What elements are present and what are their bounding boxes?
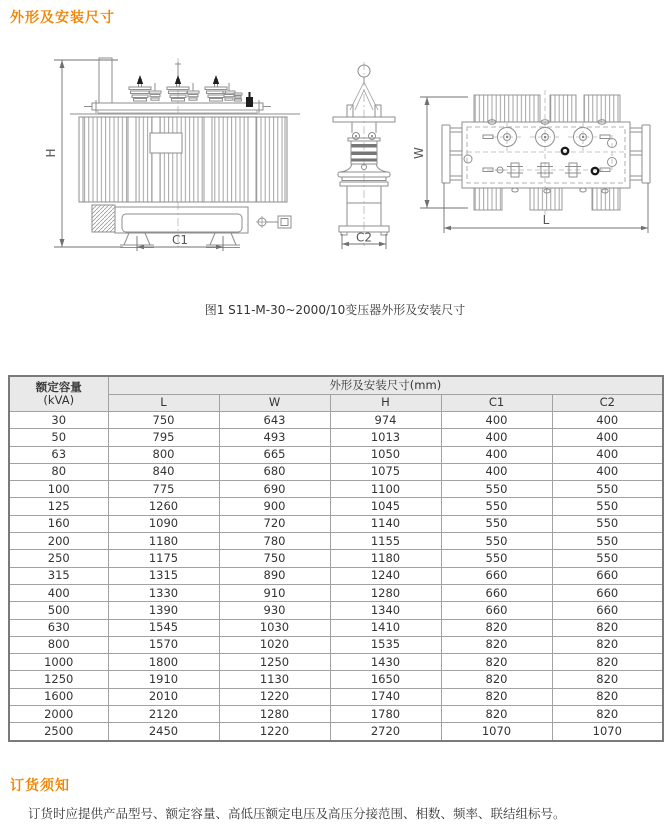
dimension-cell: 820 — [441, 636, 552, 653]
dimension-cell: 820 — [552, 619, 663, 636]
dimension-cell: 550 — [552, 481, 663, 498]
dimension-cell: 550 — [552, 550, 663, 567]
dimension-cell: 1430 — [330, 654, 441, 671]
dimension-cell: 820 — [441, 654, 552, 671]
capacity-cell: 315 — [9, 567, 108, 584]
dimension-cell: 550 — [441, 550, 552, 567]
dimension-cell: 820 — [441, 688, 552, 705]
table-row — [9, 533, 663, 550]
dimension-cell: 820 — [552, 706, 663, 723]
base-assembly — [92, 205, 291, 248]
dimension-cell: 643 — [219, 412, 330, 429]
dimension-cell: 550 — [552, 498, 663, 515]
capacity-cell: 630 — [9, 619, 108, 636]
capacity-column-header — [9, 376, 108, 412]
dimension-cell: 820 — [441, 619, 552, 636]
capacity-cell: 100 — [9, 481, 108, 498]
dimension-cell: 1390 — [108, 602, 219, 619]
dimension-cell: 1315 — [108, 567, 219, 584]
dimension-cell: 690 — [219, 481, 330, 498]
dimension-cell: 400 — [552, 412, 663, 429]
dimension-cell: 780 — [219, 533, 330, 550]
capacity-cell: 1600 — [9, 688, 108, 705]
dimension-cell: 550 — [441, 498, 552, 515]
capacity-cell: 500 — [9, 602, 108, 619]
dimension-cell: 1180 — [108, 533, 219, 550]
capacity-cell: 2000 — [9, 706, 108, 723]
capacity-cell: 30 — [9, 412, 108, 429]
dimension-cell: 1330 — [108, 584, 219, 601]
dim-label-W: W — [412, 147, 426, 159]
dimension-cell: 1100 — [330, 481, 441, 498]
table-row — [9, 515, 663, 532]
dimension-table — [8, 375, 664, 742]
dimension-cell: 400 — [441, 446, 552, 463]
dim-label-C2: C2 — [355, 230, 373, 245]
dimension-cell: 660 — [552, 602, 663, 619]
right-skid-rail — [630, 125, 650, 183]
plan-view — [412, 90, 650, 233]
dimension-cell: 820 — [552, 688, 663, 705]
table-row — [9, 602, 663, 619]
table-row — [9, 412, 663, 429]
table-row — [9, 429, 663, 446]
dimension-cell: 800 — [108, 446, 219, 463]
column-header-C1: C1 — [441, 394, 552, 412]
table-row — [9, 567, 663, 584]
dimension-cell: 550 — [552, 515, 663, 532]
dim-label-L: L — [542, 213, 550, 227]
capacity-cell: 63 — [9, 446, 108, 463]
left-skid-rail — [442, 125, 462, 183]
dimension-cell: 1155 — [330, 533, 441, 550]
dimension-cell: 1280 — [330, 584, 441, 601]
dimension-cell: 974 — [330, 412, 441, 429]
capacity-cell: 800 — [9, 636, 108, 653]
dimension-cell: 820 — [552, 636, 663, 653]
dimension-cell: 550 — [441, 481, 552, 498]
dimension-cell: 1780 — [330, 706, 441, 723]
dimension-cell: 1340 — [330, 602, 441, 619]
front-view — [44, 58, 300, 251]
dimension-cell: 660 — [552, 567, 663, 584]
dimensions-group-header: 外形及安装尺寸(mm) — [108, 376, 663, 394]
dimension-cell: 1070 — [441, 723, 552, 741]
dimension-cell: 2120 — [108, 706, 219, 723]
dim-label-H: H — [44, 148, 58, 158]
dimension-cell: 1280 — [219, 706, 330, 723]
notice-title: 订货须知 — [10, 778, 70, 794]
dimension-cell: 840 — [108, 463, 219, 480]
dimension-cell: 820 — [552, 671, 663, 688]
dimension-cell: 1240 — [330, 567, 441, 584]
dimension-cell: 820 — [441, 706, 552, 723]
table-row — [9, 636, 663, 653]
capacity-cell: 160 — [9, 515, 108, 532]
dimension-cell: 493 — [219, 429, 330, 446]
table-row — [9, 688, 663, 705]
dimension-cell: 750 — [108, 412, 219, 429]
hv-bushing-left — [129, 75, 161, 101]
dimension-cell: 1075 — [330, 463, 441, 480]
dimension-cell: 1140 — [330, 515, 441, 532]
dimension-cell: 1910 — [108, 671, 219, 688]
dimension-cell: 550 — [441, 533, 552, 550]
figure-caption: 图1 S11-M-30~2000/10变压器外形及安装尺寸 — [204, 303, 466, 317]
dimension-cell: 1030 — [219, 619, 330, 636]
page-title: 外形及安装尺寸 — [10, 10, 115, 26]
table-subheader-row — [9, 394, 663, 412]
dimension-cell: 1050 — [330, 446, 441, 463]
dimension-cell: 1535 — [330, 636, 441, 653]
marker-ring — [562, 148, 568, 154]
dimension-cell: 1220 — [219, 688, 330, 705]
dimension-cell: 820 — [441, 671, 552, 688]
dimension-cell: 930 — [219, 602, 330, 619]
dimension-table-body — [9, 412, 663, 741]
capacity-cell: 2500 — [9, 723, 108, 741]
hv-bushing-right — [205, 75, 242, 101]
dimension-cell: 1545 — [108, 619, 219, 636]
side-view — [333, 62, 395, 249]
table-row — [9, 481, 663, 498]
dimension-cell: 400 — [441, 412, 552, 429]
column-header-C2: C2 — [552, 394, 663, 412]
dimension-cell: 550 — [552, 533, 663, 550]
nameplate — [150, 133, 182, 153]
dimension-cell: 1013 — [330, 429, 441, 446]
table-row — [9, 723, 663, 741]
dimension-cell: 660 — [441, 567, 552, 584]
capacity-cell: 250 — [9, 550, 108, 567]
dimension-cell: 1045 — [330, 498, 441, 515]
table-row — [9, 463, 663, 480]
dimension-cell: 1410 — [330, 619, 441, 636]
dimension-cell: 2720 — [330, 723, 441, 741]
dimension-cell: 2450 — [108, 723, 219, 741]
dimension-cell: 1570 — [108, 636, 219, 653]
table-row — [9, 654, 663, 671]
dimension-cell: 1260 — [108, 498, 219, 515]
dimension-cell: 660 — [441, 584, 552, 601]
dimension-cell: 1020 — [219, 636, 330, 653]
dimension-cell: 890 — [219, 567, 330, 584]
dimension-cell: 775 — [108, 481, 219, 498]
table-row — [9, 706, 663, 723]
dimension-cell: 900 — [219, 498, 330, 515]
oil-plug — [246, 97, 253, 107]
dimension-cell: 1220 — [219, 723, 330, 741]
table-row — [9, 550, 663, 567]
dimension-cell: 400 — [441, 463, 552, 480]
hv-bushing-middle — [167, 62, 199, 101]
capacity-cell: 200 — [9, 533, 108, 550]
capacity-cell: 1250 — [9, 671, 108, 688]
bushing-circles-top — [492, 123, 598, 151]
dimension-cell: 720 — [219, 515, 330, 532]
table-group-header-row — [9, 376, 663, 394]
dimension-cell: 1250 — [219, 654, 330, 671]
corrugated-tank-wall — [79, 117, 287, 202]
dimension-cell: 665 — [219, 446, 330, 463]
dimension-cell: 1090 — [108, 515, 219, 532]
table-row — [9, 446, 663, 463]
dimension-cell: 400 — [441, 429, 552, 446]
dimension-cell: 1740 — [330, 688, 441, 705]
dimension-cell: 910 — [219, 584, 330, 601]
dimension-cell: 660 — [552, 584, 663, 601]
transformer-outline-drawing — [0, 50, 670, 275]
dimension-cell: 2010 — [108, 688, 219, 705]
capacity-cell: 50 — [9, 429, 108, 446]
dimension-cell: 1180 — [330, 550, 441, 567]
dimension-cell: 400 — [552, 446, 663, 463]
dim-label-C1: C1 — [171, 233, 189, 247]
column-header-L: L — [108, 394, 219, 412]
column-header-W: W — [219, 394, 330, 412]
dimension-cell: 750 — [219, 550, 330, 567]
dimension-cell: 795 — [108, 429, 219, 446]
dimension-cell: 1070 — [552, 723, 663, 741]
dimension-cell: 680 — [219, 463, 330, 480]
capacity-cell: 400 — [9, 584, 108, 601]
capacity-cell: 125 — [9, 498, 108, 515]
dimension-cell: 400 — [552, 463, 663, 480]
capacity-cell: 1000 — [9, 654, 108, 671]
dimension-cell: 1800 — [108, 654, 219, 671]
capacity-cell: 80 — [9, 463, 108, 480]
column-header-H: H — [330, 394, 441, 412]
marker-ring — [592, 168, 598, 174]
table-row — [9, 584, 663, 601]
capacity-unit-label: (kVA) — [43, 393, 75, 407]
table-row — [9, 671, 663, 688]
dimension-cell: 550 — [441, 515, 552, 532]
dimension-cell: 400 — [552, 429, 663, 446]
dimension-cell: 1650 — [330, 671, 441, 688]
ordering-note: 订货时应提供产品型号、额定容量、高低压额定电压及高压分接范围、相数、频率、联结组标号。 — [28, 806, 566, 821]
dimension-cell: 660 — [441, 602, 552, 619]
capacity-header-label: 额定容量 — [35, 379, 82, 394]
dimension-cell: 1130 — [219, 671, 330, 688]
dimension-cell: 1175 — [108, 550, 219, 567]
table-row — [9, 498, 663, 515]
table-row — [9, 619, 663, 636]
dimension-cell: 820 — [552, 654, 663, 671]
